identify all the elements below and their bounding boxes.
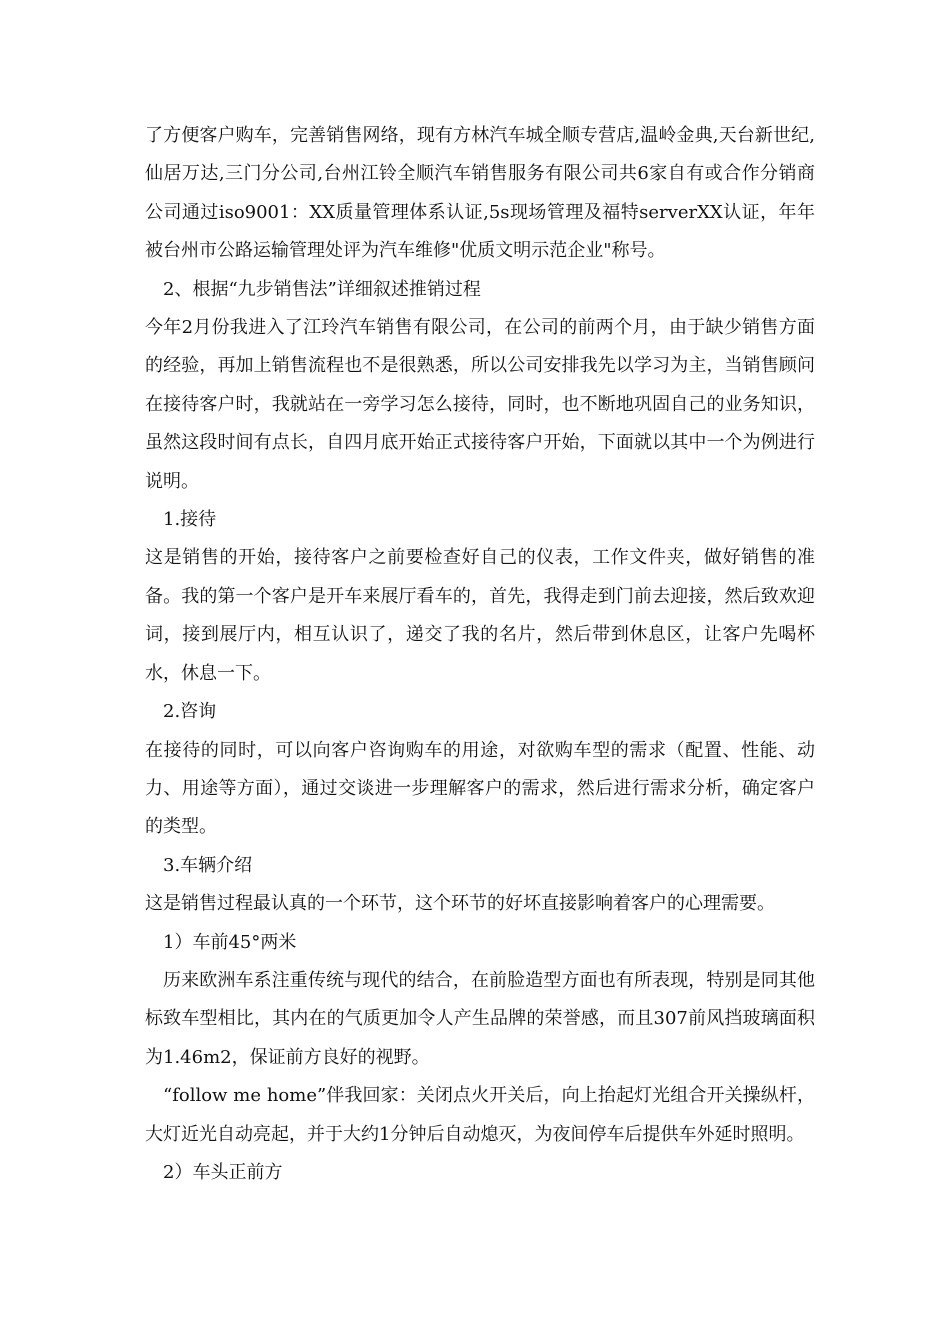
paragraph-company-network: 了方便客户购车，完善销售网络，现有方林汽车城全顺专营店,温岭金典,天台新世纪,仙居万达,三门分公司,台州江铃全顺汽车销售服务有限公司共6家自有或合作分销商公司通过iso9001：XX质量管理体系认证,5s现场管理及福特serverXX认证，年年被台州市公路运输管理处评为汽车维修"优质文明示范企业"称号。 [145, 125, 815, 262]
paragraph-follow-me-home: “follow me home”伴我回家：关闭点火开关后，向上抬起灯光组合开关操纵杆，大灯近光自动亮起，并于大约1分钟后自动熄灭，为夜间停车后提供车外延时照明。 [145, 1085, 815, 1145]
paragraph-european-design: 历来欧洲车系注重传统与现代的结合，在前脸造型方面也有所表现，特别是同其他标致车型相比，其内在的气质更加令人产生品牌的荣誉感，而且307前风挡玻璃面积为1.46m2，保证前方良好的视野。 [145, 969, 815, 1068]
paragraph-reception: 这是销售的开始，接待客户之前要检查好自己的仪表，工作文件夹，做好销售的准备。我的第一个客户是开车来展厅看车的，首先，我得走到门前去迎接，然后致欢迎词，接到展厅内，相互认识了，递交了我的名片，然后带到休息区，让客户先喝杯水，休息一下。 [145, 547, 815, 684]
paragraph-vehicle-introduction: 这是销售过程最认真的一个环节，这个环节的好坏直接影响着客户的心理需要。 [145, 893, 775, 915]
paragraph-joining-company: 今年2月份我进入了江玲汽车销售有限公司，在公司的前两个月，由于缺少销售方面的经验，再加上销售流程也不是很熟悉，所以公司安排我先以学习为主，当销售顾问在接待客户时，我就站在一旁学习怎么接待，同时，也不断地巩固自己的业务知识，虽然这段时间有点长，自四月底开始正式接待客户开始，下面就以其中一个为例进行说明。 [145, 317, 815, 492]
document-body [145, 117, 815, 1192]
step-heading-reception: 1.接待 [163, 509, 217, 531]
step-heading-consultation: 2.咨询 [163, 701, 217, 723]
sub-heading-front-45-degrees: 1）车前45°两米 [163, 931, 297, 953]
step-heading-vehicle-introduction: 3.车辆介绍 [163, 854, 253, 876]
paragraph-consultation: 在接待的同时，可以向客户咨询购车的用途，对欲购车型的需求（配置、性能、动力、用途等方面），通过交谈进一步理解客户的需求，然后进行需求分析，确定客户的类型。 [145, 739, 815, 838]
section-heading-nine-step-sales: 2、根据“九步销售法”详细叙述推销过程 [163, 278, 481, 300]
sub-heading-front-of-car: 2）车头正前方 [163, 1161, 283, 1183]
